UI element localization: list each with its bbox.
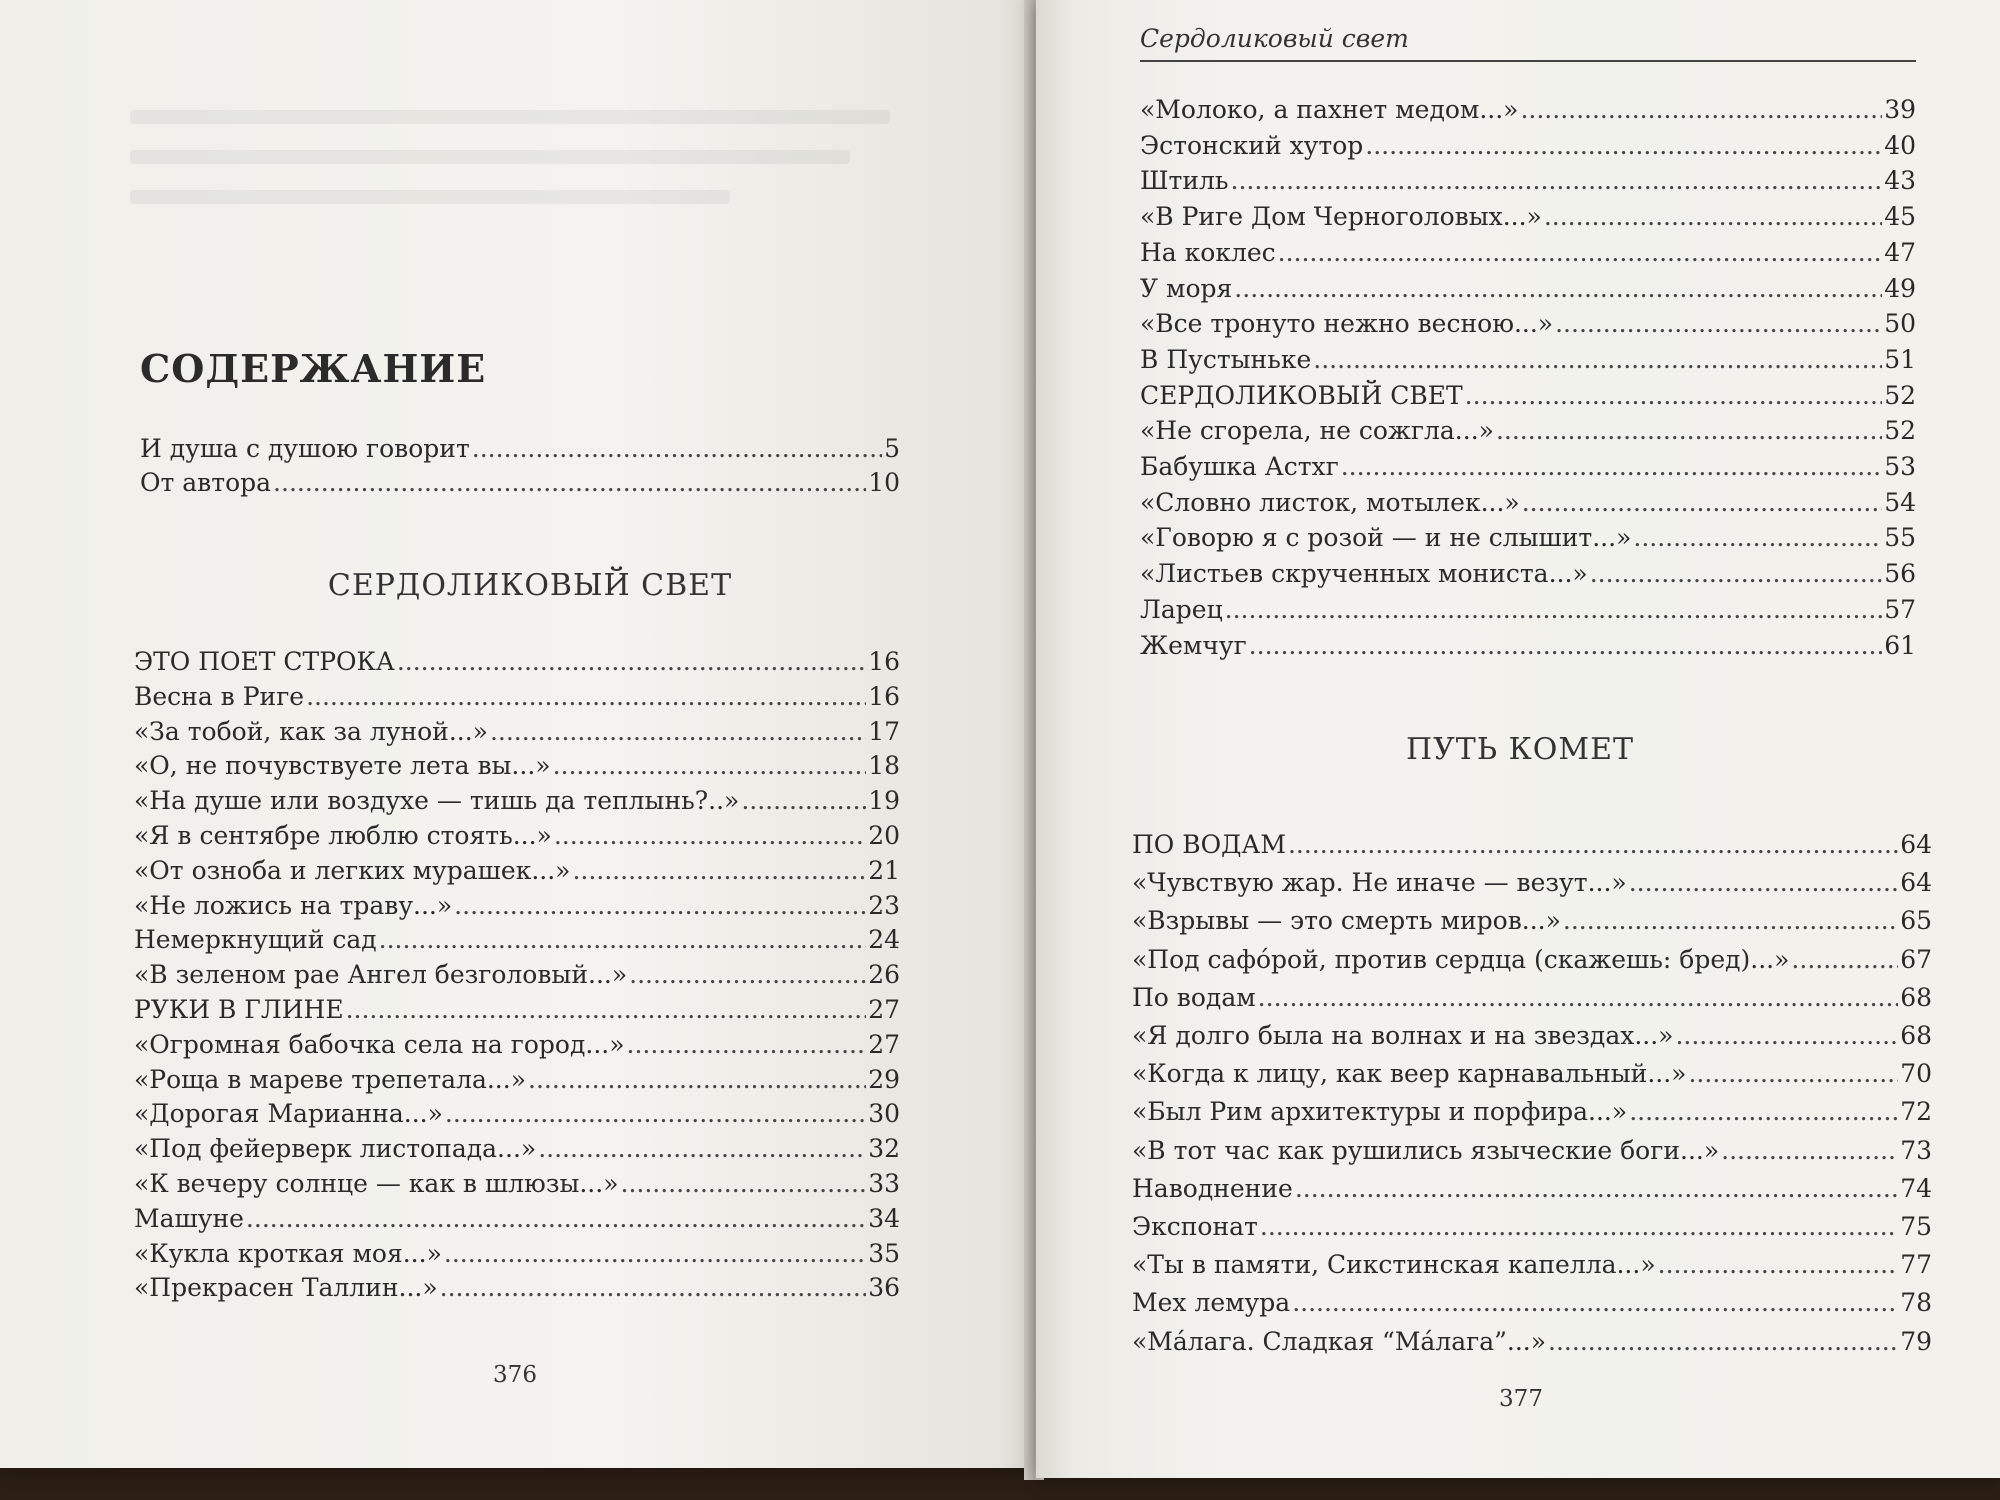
toc-entry-page: 52	[1884, 416, 1916, 446]
toc-leader-dots	[1249, 628, 1883, 664]
toc-entry	[1132, 1323, 1932, 1361]
toc-leader-dots	[627, 1028, 867, 1063]
toc-leader-dots	[1234, 271, 1882, 307]
toc-entry-page: 40	[1884, 130, 1916, 160]
toc-entry	[1140, 342, 1916, 378]
toc-entry	[1140, 449, 1916, 485]
toc-leader-dots	[397, 645, 866, 680]
toc-leader-dots	[1590, 556, 1882, 592]
toc-entry-title: Штиль	[1140, 166, 1229, 196]
toc-entry-title: «Словно листок, мотылек...»	[1140, 487, 1520, 517]
toc-entry	[1140, 92, 1916, 128]
toc-entry	[1132, 941, 1932, 979]
bleed-through-line	[130, 150, 850, 164]
toc-leader-dots	[1365, 128, 1882, 164]
toc-entry	[134, 819, 900, 854]
toc-entry-title: Бабушка Астхг	[1140, 452, 1339, 482]
running-header-text: Сердоликовый свет	[1140, 24, 1409, 53]
toc-entry-page: 24	[868, 925, 900, 955]
toc-entry-title: «Все тронуто нежно весною...»	[1140, 309, 1554, 339]
toc-entry-title: И душа с душою говорит	[140, 434, 470, 463]
toc-entry	[134, 715, 900, 750]
toc-entry-page: 45	[1884, 202, 1916, 232]
toc-entry-page: 54	[1884, 487, 1916, 517]
toc-entry-title: Мех лемура	[1132, 1288, 1291, 1318]
toc-entry-page: 64	[1900, 868, 1932, 898]
toc-leader-dots	[472, 432, 882, 466]
toc-entry-title: «В тот час как рушились языческие боги...»	[1132, 1135, 1720, 1165]
toc-entry	[134, 784, 900, 819]
toc-entry-page: 57	[1884, 594, 1916, 624]
toc-leader-dots	[1278, 235, 1883, 271]
toc-leader-dots	[1520, 92, 1882, 128]
toc-entry	[134, 993, 900, 1028]
toc-entry-page: 36	[868, 1273, 900, 1303]
toc-entry	[134, 1167, 900, 1202]
toc-list-top	[1140, 92, 1916, 663]
toc-entry-title: «Ты в памяти, Сикстинская капелла...»	[1132, 1250, 1656, 1280]
toc-leader-dots	[1563, 902, 1898, 940]
toc-entry-page: 55	[1884, 523, 1916, 553]
toc-entry-title: «В зеленом рае Ангел безголовый...»	[134, 960, 628, 990]
toc-entry-page: 39	[1884, 95, 1916, 124]
toc-leader-dots	[538, 1132, 866, 1167]
toc-entry-title: Эстонский хутор	[1140, 130, 1364, 160]
toc-entry-title: Ларец	[1140, 594, 1223, 624]
toc-leader-dots	[246, 1202, 866, 1237]
toc-entry	[134, 854, 900, 889]
toc-entry-title: «Молоко, а пахнет медом...»	[1140, 95, 1519, 124]
toc-entry-page: 77	[1900, 1250, 1932, 1280]
toc-entry-title: На коклес	[1140, 237, 1276, 267]
toc-entry	[134, 1132, 900, 1167]
toc-entry-page: 53	[1884, 452, 1916, 482]
toc-leader-dots	[346, 993, 867, 1028]
toc-leader-dots	[1231, 163, 1883, 199]
toc-entry-title: «Прекрасен Таллин...»	[134, 1273, 438, 1303]
toc-entry	[134, 749, 900, 784]
toc-entry	[1140, 628, 1916, 664]
toc-entry-page: 61	[1884, 630, 1916, 660]
toc-entry	[134, 680, 900, 715]
toc-leader-dots	[1258, 979, 1899, 1017]
toc-leader-dots	[553, 749, 867, 784]
toc-entry	[134, 1097, 900, 1132]
toc-leader-dots	[1522, 485, 1882, 521]
toc-entry-page: 33	[868, 1168, 900, 1198]
section-title-comets: ПУТЬ КОМЕТ	[1405, 732, 1635, 767]
toc-leader-dots	[528, 1063, 866, 1098]
toc-leader-dots	[1465, 378, 1883, 414]
toc-leader-dots	[440, 1271, 867, 1306]
toc-entry-title: ПО ВОДАМ	[1132, 830, 1286, 859]
toc-entry-title: «Кукла кроткая моя...»	[134, 1238, 442, 1268]
toc-entry	[134, 1202, 900, 1237]
toc-entry	[1132, 1284, 1932, 1322]
toc-entry	[1132, 1017, 1932, 1055]
toc-entry	[1132, 1093, 1932, 1131]
toc-entry	[1132, 1132, 1932, 1170]
toc-leader-dots	[445, 1097, 866, 1132]
toc-entry-page: 73	[1900, 1135, 1932, 1165]
toc-entry-page: 10	[868, 468, 900, 497]
toc-entry-page: 68	[1900, 982, 1932, 1012]
toc-leader-dots	[1292, 1284, 1898, 1322]
toc-entry	[1132, 864, 1932, 902]
toc-entry-title: От автора	[140, 468, 272, 497]
toc-leader-dots	[1496, 413, 1882, 449]
toc-entry-title: Жемчуг	[1140, 630, 1247, 660]
toc-entry-page: 21	[868, 855, 900, 885]
toc-entry-title: «В Риге Дом Черноголовых...»	[1140, 202, 1542, 232]
toc-leader-dots	[379, 923, 867, 958]
toc-leader-dots	[1225, 592, 1883, 628]
toc-leader-dots	[572, 854, 866, 889]
toc-entry	[1140, 306, 1916, 342]
toc-entry-title: «Огромная бабочка села на город...»	[134, 1029, 625, 1059]
toc-leader-dots	[1260, 1208, 1898, 1246]
toc-entry	[134, 645, 900, 680]
section-title: СЕРДОЛИКОВЫЙ СВЕТ	[327, 568, 733, 603]
toc-entry-page: 30	[868, 1099, 900, 1129]
toc-entry-page: 35	[868, 1238, 900, 1268]
toc-leader-dots	[1791, 941, 1898, 979]
toc-entry-title: «Был Рим архитектуры и порфира...»	[1132, 1097, 1628, 1127]
toc-leader-dots	[621, 1167, 867, 1202]
page-number-right: 377	[1499, 1386, 1543, 1412]
toc-entry	[1140, 163, 1916, 199]
toc-entry	[1132, 1170, 1932, 1208]
toc-entry-page: 17	[868, 716, 900, 746]
toc-entry	[140, 466, 900, 500]
toc-entry	[134, 1271, 900, 1306]
toc-entry-page: 27	[868, 1029, 900, 1059]
toc-leader-dots	[1544, 199, 1882, 235]
toc-entry-title: «От озноба и легких мурашек...»	[134, 855, 571, 885]
toc-entry	[1132, 1208, 1932, 1246]
toc-list	[134, 645, 900, 1306]
toc-entry-title: «Дорогая Марианна...»	[134, 1099, 443, 1129]
toc-entry-title: «Не сгорела, не сожгла...»	[1140, 416, 1494, 446]
toc-entry	[134, 958, 900, 993]
toc-entry-page: 20	[868, 820, 900, 850]
toc-entry	[134, 1063, 900, 1098]
toc-entry	[1132, 1055, 1932, 1093]
toc-entry	[1140, 592, 1916, 628]
toc-entry	[1132, 1246, 1932, 1284]
toc-leader-dots	[1313, 342, 1882, 378]
toc-entry-page: 79	[1900, 1326, 1932, 1356]
toc-entry-title: «Я долго была на волнах и на звездах...»	[1132, 1021, 1674, 1051]
toc-entry-page: 16	[868, 647, 900, 676]
toc-entry-page: 26	[868, 960, 900, 990]
toc-leader-dots	[741, 784, 866, 819]
toc-entry-title: «Под фейерверк листопада...»	[134, 1134, 537, 1164]
toc-entry-title: «На душе или воздухе — тишь да теплынь?..»	[134, 786, 740, 816]
toc-entry-page: 23	[868, 890, 900, 920]
toc-leader-dots	[1548, 1323, 1898, 1361]
toc-entry-title: «Говорю я с розой — и не слышит...»	[1140, 523, 1632, 553]
toc-leader-dots	[1658, 1246, 1899, 1284]
toc-leader-dots	[1629, 864, 1898, 902]
toc-entry	[1140, 128, 1916, 164]
toc-entry-page: 78	[1900, 1288, 1932, 1318]
toc-leader-dots	[454, 889, 866, 924]
toc-entry	[134, 1237, 900, 1272]
toc-entry	[134, 1028, 900, 1063]
toc-entry-page: 49	[1884, 273, 1916, 303]
toc-entry-page: 52	[1884, 380, 1916, 410]
toc-entry-title: «Я в сентябре люблю стоять...»	[134, 820, 552, 850]
toc-entry-page: 72	[1900, 1097, 1932, 1127]
toc-entry-title: В Пустыньке	[1140, 344, 1312, 374]
toc-entry	[1140, 556, 1916, 592]
toc-entry-title: Наводнение	[1132, 1173, 1293, 1203]
toc-entry-page: 29	[868, 1064, 900, 1094]
toc-leader-dots	[490, 715, 866, 750]
toc-leader-dots	[1675, 1017, 1898, 1055]
toc-entry	[1140, 378, 1916, 414]
toc-entry	[1132, 826, 1932, 864]
toc-entry-title: «Взрывы — это смерть миров...»	[1132, 906, 1561, 936]
toc-entry-title: «К вечеру солнце — как в шлюзы...»	[134, 1168, 619, 1198]
toc-entry-title: «Листьев скрученных мониста...»	[1140, 559, 1588, 589]
toc-entry-page: 32	[868, 1134, 900, 1164]
toc-entry	[1132, 979, 1932, 1017]
toc-leader-dots	[1629, 1093, 1898, 1131]
toc-entry-title: ЭТО ПОЕТ СТРОКА	[134, 647, 395, 676]
toc-leader-dots	[444, 1237, 866, 1272]
toc-leader-dots	[1288, 826, 1898, 864]
toc-entry-title: «Когда к лицу, как веер карнавальный...»	[1132, 1059, 1687, 1089]
toc-entry-title: Немеркнущий сад	[134, 925, 377, 955]
toc-entry-title: У моря	[1140, 273, 1233, 303]
toc-entry-page: 27	[868, 994, 900, 1024]
toc-entry	[134, 889, 900, 924]
toc-entry-page: 74	[1900, 1173, 1932, 1203]
toc-entry-title: По водам	[1132, 982, 1256, 1012]
toc-entry-page: 67	[1900, 944, 1932, 974]
toc-entry-page: 75	[1900, 1212, 1932, 1242]
running-header	[1140, 20, 1916, 62]
toc-entry	[140, 432, 900, 466]
toc-entry-page: 64	[1900, 830, 1932, 859]
toc-leader-dots	[306, 680, 866, 715]
toc-entry-page: 19	[868, 786, 900, 816]
toc-entry	[134, 923, 900, 958]
toc-leader-dots	[554, 819, 866, 854]
toc-leader-dots	[1721, 1132, 1898, 1170]
toc-leader-dots	[1295, 1170, 1898, 1208]
toc-entry	[1140, 413, 1916, 449]
toc-entry-title: СЕРДОЛИКОВЫЙ СВЕТ	[1140, 380, 1463, 410]
bleed-through-line	[130, 110, 890, 124]
contents-title: СОДЕРЖАНИЕ	[140, 346, 487, 391]
toc-entry	[1140, 199, 1916, 235]
toc-entry-page: 50	[1884, 309, 1916, 339]
toc-leader-dots	[1688, 1055, 1898, 1093]
toc-entry-title: «Мáлага. Сладкая “Мáлага”...»	[1132, 1326, 1547, 1356]
toc-entry-page: 47	[1884, 237, 1916, 267]
toc-entry-page: 70	[1900, 1059, 1932, 1089]
toc-entry-page: 34	[868, 1203, 900, 1233]
toc-entry-page: 68	[1900, 1021, 1932, 1051]
toc-entry-title: Экспонат	[1132, 1212, 1258, 1242]
toc-intro-list	[140, 432, 900, 500]
toc-entry-title: Машуне	[134, 1203, 244, 1233]
toc-entry-title: «За тобой, как за луной...»	[134, 716, 488, 746]
toc-leader-dots	[1555, 306, 1882, 342]
toc-entry-page: 43	[1884, 166, 1916, 196]
toc-entry-title: «Роща в мареве трепетала...»	[134, 1064, 526, 1094]
toc-list-bottom	[1132, 826, 1932, 1361]
bleed-through-line	[130, 190, 730, 204]
toc-entry-page: 5	[884, 434, 900, 463]
page-number: 376	[493, 1362, 537, 1388]
toc-leader-dots	[629, 958, 866, 993]
toc-entry-title: РУКИ В ГЛИНЕ	[134, 994, 344, 1024]
toc-entry-title: «Под сафóрой, против сердца (скажешь: бред)...»	[1132, 944, 1790, 974]
toc-leader-dots	[1341, 449, 1882, 485]
toc-entry	[1140, 485, 1916, 521]
toc-entry	[1140, 271, 1916, 307]
toc-entry-title: Весна в Риге	[134, 681, 305, 711]
toc-leader-dots	[273, 466, 866, 500]
toc-entry-page: 18	[868, 751, 900, 781]
toc-entry-title: «О, не почувствуете лета вы...»	[134, 751, 551, 781]
toc-entry-page: 51	[1884, 344, 1916, 374]
toc-entry-page: 16	[868, 681, 900, 711]
toc-entry	[1140, 520, 1916, 556]
toc-leader-dots	[1633, 520, 1882, 556]
toc-entry	[1132, 902, 1932, 940]
toc-entry-title: «Не ложись на траву...»	[134, 890, 453, 920]
toc-entry-title: «Чувствую жар. Не иначе — везут...»	[1132, 868, 1627, 898]
toc-entry-page: 65	[1900, 906, 1932, 936]
toc-entry	[1140, 235, 1916, 271]
toc-entry-page: 56	[1884, 559, 1916, 589]
